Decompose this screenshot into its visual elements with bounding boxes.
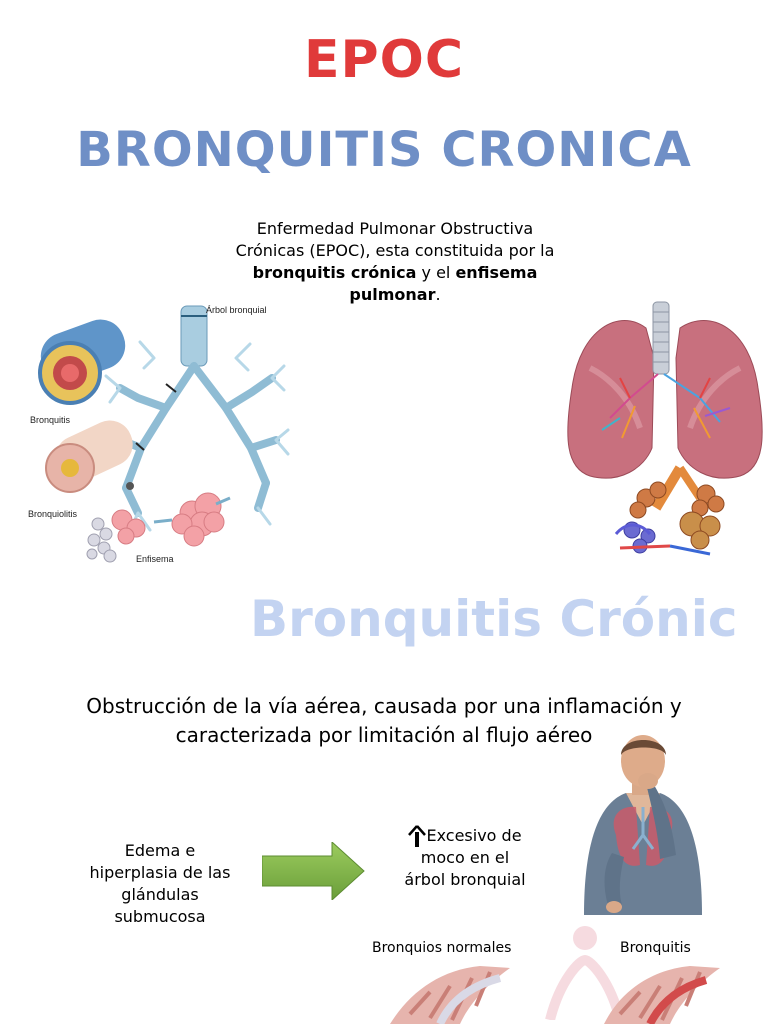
effect-line: árbol bronquial [404, 870, 526, 889]
cause-line: hiperplasia de las [89, 863, 231, 882]
effect-text [385, 825, 545, 891]
definition-line-1: Obstrucción de la vía aérea, causada por una inflamación y [86, 694, 682, 718]
section-subtitle: Bronquitis Crónic [250, 590, 738, 648]
intro-bold-enfisema: enfisema [455, 263, 538, 282]
normal-bronchus-illustration [380, 962, 530, 1024]
epoc-heading: EPOC [304, 30, 464, 90]
intro-bold-pulmonar: pulmonar [349, 285, 436, 304]
intro-connector: y el [416, 263, 456, 282]
intro-period: . [435, 285, 441, 304]
airway-illustration [26, 298, 296, 568]
effect-line-1 [385, 825, 545, 847]
intro-bold-bronquitis: bronquitis crónica [252, 263, 417, 282]
cause-line: submucosa [114, 907, 206, 926]
bronquitis-label: Bronquitis [30, 415, 71, 425]
lungs-illustration [560, 298, 768, 566]
arbol-label: Árbol bronquial [206, 305, 267, 315]
normal-bronchi-label: Bronquios normales [372, 940, 512, 956]
cause-text [70, 840, 250, 928]
page-title: BRONQUITIS CRONICA [76, 122, 692, 178]
enfisema-label: Enfisema [136, 554, 174, 564]
bronchitis-label: Bronquitis [620, 940, 691, 956]
definition-line-2: caracterizada por limitación al flujo aéreo [175, 723, 593, 747]
intro-paragraph [200, 218, 590, 306]
intro-line-2: Crónicas (EPOC), esta constituida por la [235, 241, 555, 260]
cause-line: Edema e [124, 841, 196, 860]
effect-line: moco en el [420, 848, 510, 867]
effect-first-word: Excesivo de [426, 826, 522, 845]
bronchitis-bronchus-illustration [600, 962, 730, 1024]
bronquiolitis-label: Bronquiolitis [28, 509, 78, 519]
up-arrow-icon [408, 825, 426, 847]
cause-line: glándulas [121, 885, 199, 904]
man-coughing-illustration [578, 735, 708, 915]
intro-line-1: Enfermedad Pulmonar Obstructiva [256, 219, 534, 238]
right-arrow-icon [262, 842, 366, 900]
